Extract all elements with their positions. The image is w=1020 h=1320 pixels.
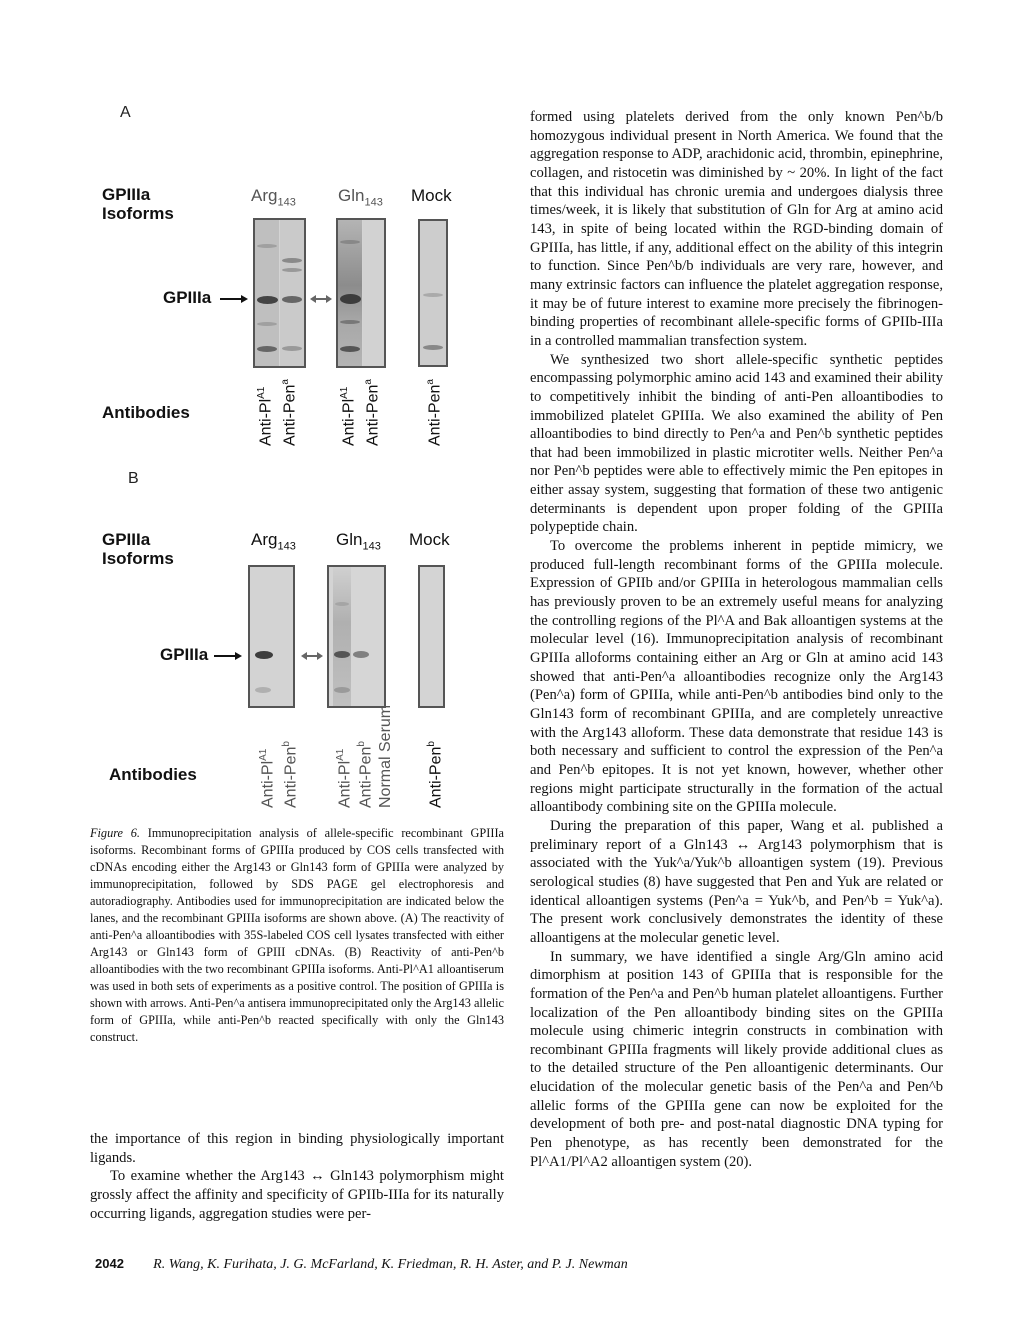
- left-column-text: [90, 1130, 504, 1223]
- paragraph: formed using platelets derived from the only known Pen^b/b homozygous individual present in North America. We found that the aggregation response to ADP, arachidonic acid, thrombin, epinephrine, collagen, and ristocetin was diminished by ~ 20%. In light of the fact that this individual has chronic uremia and undergoes dialysis three times/week, it is likely that substitution of Gln for Arg at amino acid 143, in spite of being located within the RGD-binding domain of GPIIIa, has little, if any, additional effect on the ability of this integrin to function. Since Pen^b/b individuals are very rare, however, and many extrinsic factors can influence the platelet aggregation response, it may be of future interest to examine more precisely the fibrinogen-binding properties of recombinant allele-specific forms of GPIIb-IIIa in a controlled mammalian transfection system.: [530, 109, 943, 349]
- gpiiia-band-label: GPIIIa: [163, 288, 212, 307]
- double-arrow-icon: [314, 298, 328, 300]
- isoform-label-gln143: Gln$_{143}$: [336, 530, 381, 553]
- isoform-label-arg143: Arg$_{143}$: [251, 530, 296, 553]
- caption-body: Recombinant forms of GPIIIa produced by COS cells transfected with cDNAs encoding either the Arg143 or Gln143 form of GPIIIa were analyzed by immunoprecipitation, followed by SDS PAGE gel electrophoresis and autoradiography. Antibodies used for immunoprecipitation are indicated below the lanes, and the recombinant GPIIIa isoforms are shown above. (A) The reactivity of anti-Pen^a alloantibodies with 35S-labeled COS cell lysates transfected with either Arg143 or Gln143 form of GPIII cDNAs. (B) Reactivity of anti-Pen^b alloantibodies with the two recombinant GPIIIa isoforms. Anti-Pl^A1 alloantiserum was used in both sets of experiments as a positive control. The position of GPIIIa is shown with arrows. Anti-Pen^a antisera immunoprecipitated only the Arg143 allelic form of GPIIIa, while anti-Pen^b reacted specifically with only the Gln143 construct.: [90, 843, 505, 1044]
- paragraph: To examine whether the Arg143 ↔ Gln143 polymorphism might grossly affect the affinity and specificity of GPIIb-IIIa for its naturally occurring ligands, aggregation studies were per-: [90, 1168, 504, 1222]
- page-footer: [95, 1256, 628, 1273]
- panel-letter-a: A: [120, 104, 131, 121]
- antibody-label: Anti-Pen$^b$: [426, 741, 445, 808]
- paragraph: We synthesized two short allele-specific synthetic peptides encompassing polymorphic amino acid 143 and examined their ability to competitively inhibit the binding of anti-Pen alloantibodies to immobilized platelet GPIIIa. We also examined the ability of Pen alloantibodies to bind directly to Pen^a and Pen^b synthetic peptides that had been immobilized in plastic microtiter wells. Neither Pen^a nor Pen^b peptides were able to effectively mimic the Pen epitopes in either assay system, suggesting that formation of these two antigenic determinants is dependent upon proper folding of the GPIIIa polypeptide chain.: [530, 351, 943, 536]
- arrow-right-icon: [220, 298, 242, 300]
- figure-caption: Figure 6. Immunoprecipitation analysis of allele-specific recombinant GPIIIa isoforms. Recombinant forms of GPIIIa produced by COS cells transfected with cDNAs encoding either the Arg143 or Gln143 form of GPIIIa were analyzed by immunoprecipitation, followed by SDS PAGE gel electrophoresis and autoradiography. Antibodies used for immunoprecipitation are indicated below the lanes, and the recombinant GPIIIa isoforms are shown above. (A) The reactivity of anti-Pen^a alloantibodies with 35S-labeled COS cell lysates transfected with either Arg143 or Gln143 form of GPIII cDNAs. (B) Reactivity of anti-Pen^b alloantibodies with the two recombinant GPIIIa isoforms. Anti-Pl^A1 alloantiserum was used in both sets of experiments as a positive control. The position of GPIIIa is shown with arrows. Anti-Pen^a antisera immunoprecipitated only the Arg143 allelic form of GPIIIa, while anti-Pen^b reacted specifically with only the Gln143 construct.: [90, 826, 505, 1044]
- arrow-right-icon: [214, 655, 236, 657]
- gel-lane-group-arg143: [248, 565, 295, 708]
- antibody-label: Anti-Pen$^b$: [281, 741, 300, 808]
- isoform-label-gln143: Gln$_{143}$: [338, 186, 383, 209]
- panel-letter-b: B: [128, 470, 139, 487]
- antibody-label: Anti-$Pl^{A1}$: [256, 386, 275, 446]
- antibody-label: Anti-$Pl^{A1}$: [339, 386, 358, 446]
- antibody-label: Anti-Pen$^b$: [356, 741, 375, 808]
- antibody-label: Anti-$Pl^{A1}$: [258, 748, 277, 808]
- paragraph: During the preparation of this paper, Wang et al. published a preliminary report of a Gln143 ↔ Arg143 polymorphism that is associated with the Yuk^a/Yuk^b alloantigen system (19). Previous serological studies (8) have suggested that Pen and Yuk are related or identical alloantigen systems (Pen^a = Yuk^b, and Pen^b = Yuk^a). The present work conclusively demonstrates the identity of these alloantigens at the molecular genetic level.: [530, 817, 943, 946]
- gel-lane-group-mock: [418, 219, 448, 367]
- isoforms-row-label: GPIIIa Isoforms: [102, 185, 174, 223]
- isoform-label-arg143: Arg$_{143}$: [251, 186, 296, 209]
- gel-lane-group-arg143: [253, 218, 306, 368]
- right-column-text: [530, 108, 943, 1171]
- gel-lane-group-gln143: [327, 565, 386, 708]
- author-list: R. Wang, K. Furihata, J. G. McFarland, K. Friedman, R. H. Aster, and P. J. Newman: [153, 1257, 628, 1272]
- gel-lane-group-gln143: [336, 218, 386, 368]
- antibody-label: Normal Serum: [377, 704, 394, 808]
- page-number: 2042: [95, 1256, 124, 1271]
- antibody-label: Anti-Pen$^a$: [425, 379, 444, 446]
- antibody-label: Anti-Pen$^a$: [280, 379, 299, 446]
- isoforms-row-label: GPIIIa Isoforms: [102, 530, 174, 568]
- antibody-label: Anti-$Pl^{A1}$: [335, 748, 354, 808]
- antibody-label: Anti-Pen$^a$: [363, 379, 382, 446]
- paragraph: To overcome the problems inherent in peptide mimicry, we produced full-length recombinant forms of the GPIIIa molecule. Expression of GPIIb and/or GPIIIa in heterologous mammalian cells has previously proven to be an extremely useful means for analyzing the controlling regions of the Pl^A and Bak alloantigen systems at the molecular level (16). Immunoprecipitation analysis of recombinant GPIIIa alloforms containing either an Arg or Gln at amino acid 143 showed that anti-Pen^a alloantibodies recognize only the Arg143 (Pen^a) form of GPIIIa, while anti-Pen^b antibodies bind only to the Gln143 form of recombinant GPIIIa, and are completely unreactive with the Arg143 alloform. These data demonstrate that residue 143 is both necessary and sufficient to control the expression of the Pen^a and Pen^b epitopes. It is not yet known, however, whether other regions might participate structurally in the formation of the actual alloantibody combining site on the GPIIIa molecule.: [530, 538, 943, 816]
- isoform-label-mock: Mock: [409, 530, 450, 549]
- antibodies-row-label: Antibodies: [102, 403, 190, 422]
- isoform-label-mock: Mock: [411, 186, 452, 205]
- gpiiia-band-label: GPIIIa: [160, 645, 209, 664]
- caption-title: Immunoprecipitation analysis of allele-specific recombinant GPIIIa isoforms.: [90, 826, 504, 857]
- double-arrow-icon: [305, 655, 319, 657]
- paragraph: the importance of this region in binding physiologically important ligands.: [90, 1131, 504, 1166]
- gel-lane-group-mock: [418, 565, 445, 708]
- paragraph: In summary, we have identified a single Arg/Gln amino acid dimorphism at position 143 of GPIIIa that is responsible for the formation of the Pen^a and Pen^b human platelet alloantigens. Further localization of the Pen alloantibody binding sites on the GPIIIa molecule using chimeric integrin constructs in combination with recombinant GPIIIa fragments will likely provide additional clues as to the detailed structure of the Pen alloantigenic determinants. Our elucidation of the molecular genetic basis of the Pen^a and Pen^b allelic forms of the GPIIIa gene can now be exploited for the development of both pre- and post-natal diagnostic DNA typing for Pen phenotype, as has recently been demonstrated for the Pl^A1/Pl^A2 alloantigen system (20).: [530, 948, 943, 1170]
- antibodies-row-label: Antibodies: [109, 765, 197, 784]
